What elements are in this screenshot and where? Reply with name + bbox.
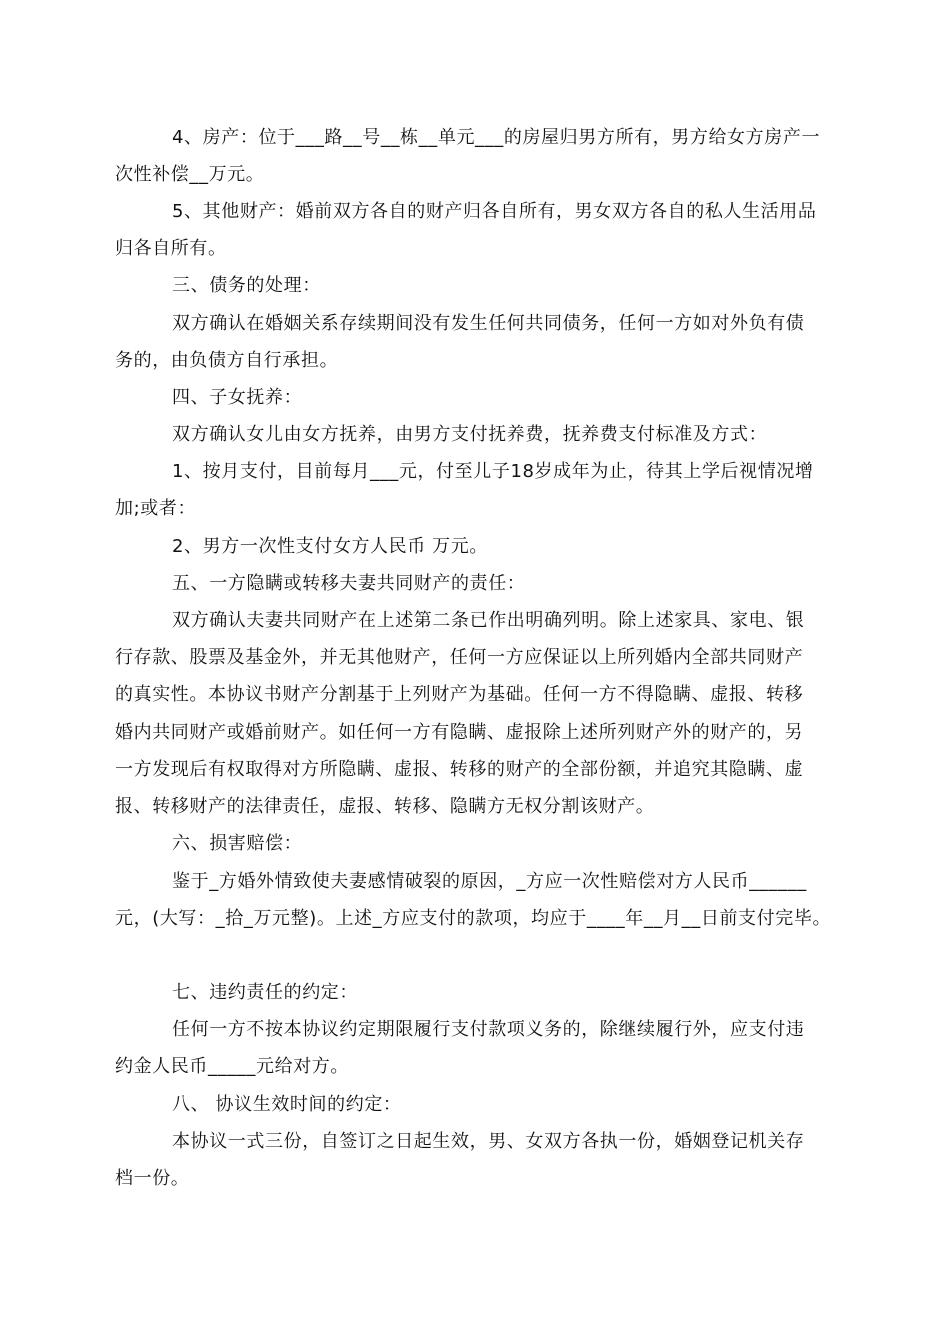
concealment-line-4: 婚内共同财产或婚前财产。如任何一方有隐瞒、虚报除上述所列财产外的财产的，另 xyxy=(115,722,804,743)
breach-line-1: 任何一方不按本协议约定期限履行支付款项义务的，除继续履行外，应支付违 xyxy=(172,1019,805,1040)
section-breach-heading: 七、违约责任的约定： xyxy=(172,982,358,1003)
concealment-line-6: 报、转移财产的法律责任，虚报、转移、隐瞒方无权分割该财产。 xyxy=(115,796,655,817)
concealment-line-5: 一方发现后有权取得对方所隐瞒、虚报、转移的财产的全部份额，并追究其隐瞒、虚 xyxy=(115,759,804,780)
section-damages-heading: 六、损害赔偿： xyxy=(172,833,303,854)
effective-line-1: 本协议一式三份，自签订之日起生效，男、女双方各执一份，婚姻登记机关存 xyxy=(172,1131,805,1152)
effective-line-2: 档一份。 xyxy=(115,1168,190,1189)
concealment-line-2: 行存款、股票及基金外，并无其他财产，任何一方应保证以上所列婚内全部共同财产 xyxy=(115,647,804,668)
property-house-line-1: 4、房产：位于___路__号__栋__单元___的房屋归男方所有，男方给女方房产一 xyxy=(172,127,821,148)
section-effective-heading: 八、 协议生效时间的约定： xyxy=(172,1094,402,1115)
child-line-1: 双方确认女儿由女方抚养，由男方支付抚养费，抚养费支付标准及方式： xyxy=(172,424,768,445)
damages-line-2: 元，(大写：_拾_万元整)。上述_方应支付的款项，均应于____年__月__日前支付完毕。 xyxy=(115,908,832,929)
child-monthly-line-2: 加;或者： xyxy=(115,498,197,519)
debt-line-1: 双方确认在婚姻关系存续期间没有发生任何共同债务，任何一方如对外负有债 xyxy=(172,313,805,334)
concealment-line-3: 的真实性。本协议书财产分割基于上列财产为基础。任何一方不得隐瞒、虚报、转移 xyxy=(115,684,804,705)
property-house-line-2: 次性补偿__万元。 xyxy=(115,164,265,185)
section-concealment-heading: 五、一方隐瞒或转移夫妻共同财产的责任： xyxy=(172,573,526,594)
property-other-line-1: 5、其他财产：婚前双方各自的财产归各自所有，男女双方各自的私人生活用品 xyxy=(172,201,817,222)
breach-line-2: 约金人民币_____元给对方。 xyxy=(115,1056,349,1077)
debt-line-2: 务的，由负债方自行承担。 xyxy=(115,350,339,371)
child-monthly-line-1: 1、按月支付，目前每月___元，付至儿子18岁成年为止，待其上学后视情况增 xyxy=(172,461,814,482)
section-child-heading: 四、子女抚养： xyxy=(172,387,303,408)
property-other-line-2: 归各自所有。 xyxy=(115,238,227,259)
section-debt-heading: 三、债务的处理： xyxy=(172,275,321,296)
damages-line-1: 鉴于_方婚外情致使夫妻感情破裂的原因，_方应一次性赔偿对方人民币______ xyxy=(172,871,807,892)
child-lumpsum-line: 2、男方一次性支付女方人民币 万元。 xyxy=(172,536,488,557)
concealment-line-1: 双方确认夫妻共同财产在上述第二条已作出明确列明。除上述家具、家电、银 xyxy=(172,610,805,631)
